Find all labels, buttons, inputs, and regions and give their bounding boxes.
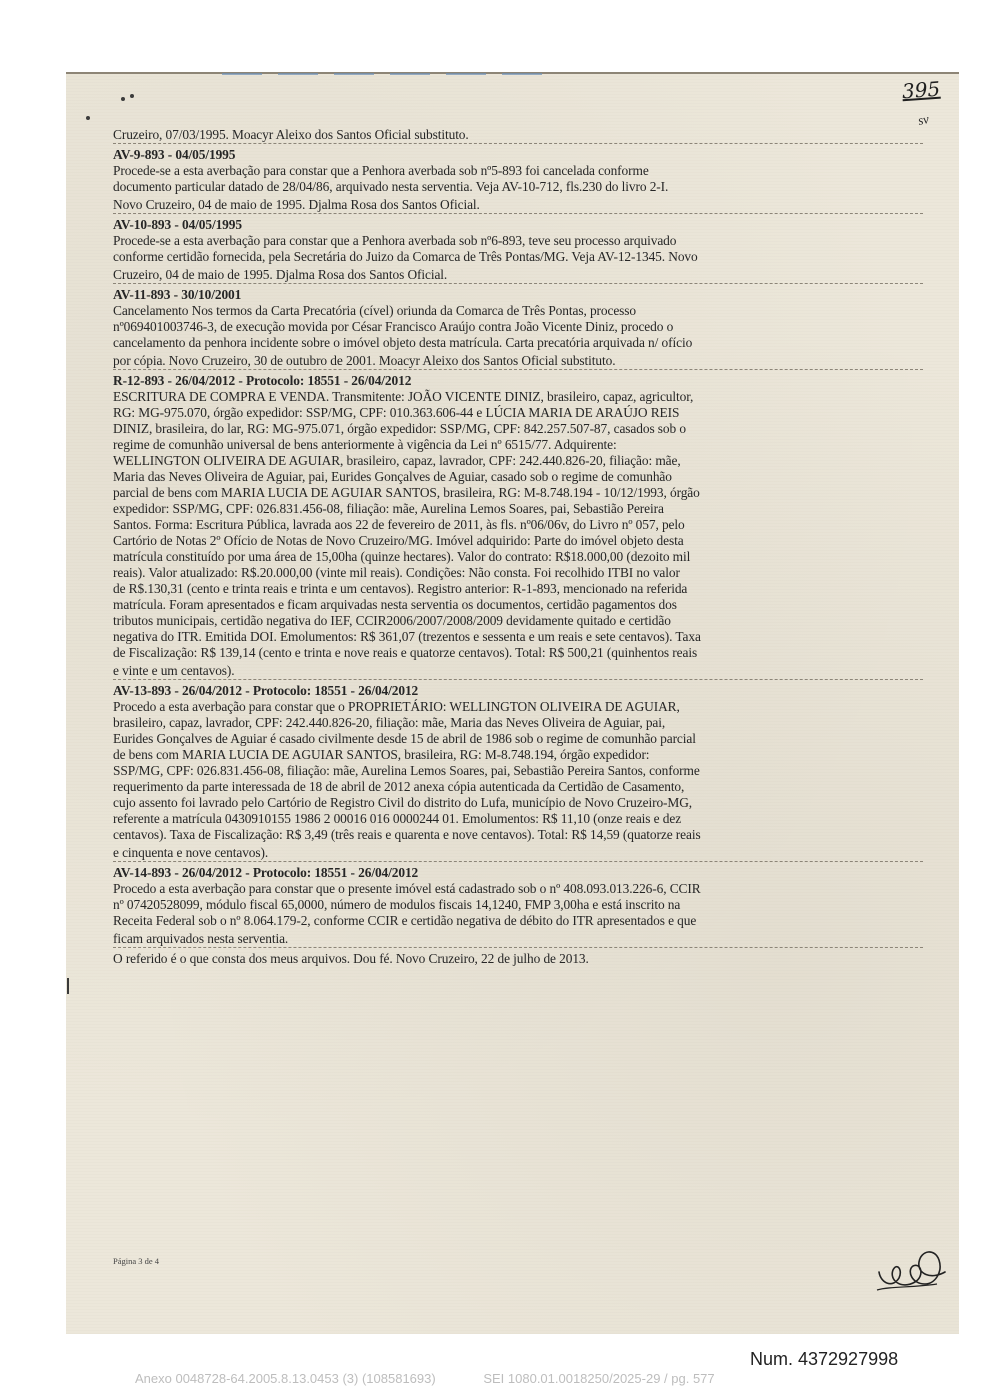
entry-heading: AV-10-893 - 04/05/1995 [113, 217, 242, 232]
text-line: Cruzeiro, 07/03/1995. Moacyr Aleixo dos Santos Oficial substituto. [113, 127, 923, 144]
text-line: reais). Valor atualizado: R$.20.000,00 (vinte mil reais). Condições: Não consta. Foi recolhido ITBI no valor [113, 565, 680, 580]
text-line: e cinquenta e nove centavos). [113, 845, 923, 862]
text-line: O referido é o que consta dos meus arquivos. Dou fé. Novo Cruzeiro, 22 de julho de 2013. [113, 951, 589, 966]
text-line: Procedo a esta averbação para constar que o PROPRIETÁRIO: WELLINGTON OLIVEIRA DE AGUIAR, [113, 699, 680, 714]
text-line: requerimento da parte interessada de 18 de abril de 2012 anexa cópia autenticada da Certidão de Casamento, [113, 779, 685, 794]
text-line: cujo assento foi lavrado pelo Cartório de Registro Civil do distrito do Lufa, município de Novo Cruzeiro-MG, [113, 795, 693, 810]
entry-heading: R-12-893 - 26/04/2012 - Protocolo: 18551 - 26/04/2012 [113, 373, 412, 388]
text-line: Cruzeiro, 04 de maio de 1995. Djalma Rosa dos Santos Oficial. [113, 267, 923, 284]
text-line: brasileiro, capaz, lavrador, CPF: 242.440.826-20, filiação: mãe, Maria das Neves Oliveira de Aguiar, pai, [113, 715, 666, 730]
ink-dot [130, 94, 134, 98]
text-line: ESCRITURA DE COMPRA E VENDA. Transmitente: JOÃO VICENTE DINIZ, brasileiro, capaz, agricultor, [113, 389, 694, 404]
ink-dot [86, 116, 90, 120]
document-number: Num. 4372927998 [750, 1349, 899, 1369]
text-line: Novo Cruzeiro, 04 de maio de 1995. Djalma Rosa dos Santos Oficial. [113, 197, 923, 214]
text-line: ficam arquivados nesta serventia. [113, 931, 923, 948]
text-line: Santos. Forma: Escritura Pública, lavrada aos 22 de fevereiro de 2011, às fls. nº06/06v, do Livro nº 057, pelo [113, 517, 685, 532]
text-line: matrícula constituído por uma área de 15,00ha (quinze hectares). Valor do contrato: R$18.000,00 (dezoito mil [113, 549, 691, 564]
scanned-page [66, 72, 959, 1334]
text-line: nº069401003746-3, de execução movida por César Francisco Araújo contra João Vicente Diniz, procedo o [113, 319, 674, 334]
text-line: nº 07420528099, módulo fiscal 65,0000, número de modulos fiscais 14,1240, FMP 3,00ha e está inscrito na [113, 897, 681, 912]
text-line: por cópia. Novo Cruzeiro, 30 de outubro de 2001. Moacyr Aleixo dos Santos Oficial substituto. [113, 353, 923, 370]
text-line: negativa do ITR. Emitida DOI. Emolumentos: R$ 361,07 (trezentos e sessenta e um reais e sete centavos). Taxa [113, 629, 701, 644]
top-ink-marks [222, 73, 552, 75]
entry-heading: AV-13-893 - 26/04/2012 - Protocolo: 18551 - 26/04/2012 [113, 683, 419, 698]
text-line: WELLINGTON OLIVEIRA DE AGUIAR, brasileiro, capaz, lavrador, CPF: 242.440.826-20, filiação: mãe, [113, 453, 681, 468]
text-line: Cancelamento Nos termos da Carta Precatória (cível) oriunda da Comarca de Três Pontas, processo [113, 303, 636, 318]
registry-text [113, 125, 923, 967]
entry-heading: AV-9-893 - 04/05/1995 [113, 147, 236, 162]
text-line: de Fiscalização: R$ 139,14 (cento e trinta e nove reais e quatorze centavos). Total: R$ 500,21 (quinhentos reais [113, 645, 698, 660]
annex-reference: Anexo 0048728-64.2005.8.13.0453 (3) (108581693) [135, 1371, 436, 1386]
text-line: regime de comunhão universal de bens anteriormente à vigência da Lei nº 6515/77. Adquirente: [113, 437, 617, 452]
entry-heading: AV-14-893 - 26/04/2012 - Protocolo: 18551 - 26/04/2012 [113, 865, 419, 880]
text-line: Eurides Gonçalves de Aguiar é casado civilmente desde 15 de abril de 1986 sob o regime de comunhão parcial [113, 731, 696, 746]
text-line: de bens com MARIA LUCIA DE AGUIAR SANTOS, brasileira, RG: M-8.748.194, órgão expedidor: [113, 747, 650, 762]
folio-number: 395 [901, 76, 941, 104]
footer-stamp [135, 1371, 715, 1386]
sei-reference: SEI 1080.01.0018250/2025-29 / pg. 577 [483, 1371, 715, 1386]
text-line: Procede-se a esta averbação para constar que a Penhora averbada sob nº5-893 foi cancelada conforme [113, 163, 649, 178]
signature-image [871, 1232, 951, 1302]
text-line: expedidor: SSP/MG, CPF: 026.831.456-08, filiação: mãe, Aurelina Lemos Soares, pai, Sebastião Pereira [113, 501, 664, 516]
folio-initials: sv [916, 111, 931, 128]
text-line: conforme certidão fornecida, pela Secretária do Juizo da Comarca de Três Pontas/MG. Veja AV-12-1345. Novo [113, 249, 698, 264]
text-line: matrícula. Foram apresentados e ficam arquivadas nesta serventia os documentos, certidão pagamentos dos [113, 597, 677, 612]
text-line: Procede-se a esta averbação para constar que a Penhora averbada sob nº6-893, teve seu processo arquivado [113, 233, 677, 248]
text-line: documento particular datado de 28/04/86, arquivado nesta serventia. Veja AV-10-712, fls.230 do livro 2-I. [113, 179, 669, 194]
margin-mark [67, 978, 69, 994]
text-line: Maria das Neves Oliveira de Aguiar, pai, Eurides Gonçalves de Aguiar, casado sob o regime de comunhão [113, 469, 672, 484]
text-line: referente a matrícula 0430910155 1986 2 00016 016 0000244 01. Emolumentos: R$ 11,10 (onze reais e dez [113, 811, 682, 826]
ink-dot [121, 97, 125, 101]
text-line: RG: MG-975.070, órgão expedidor: SSP/MG, CPF: 010.363.606-44 e LÚCIA MARIA DE ARAÚJO REIS [113, 405, 680, 420]
entry-heading: AV-11-893 - 30/10/2001 [113, 287, 242, 302]
text-line: DINIZ, brasileira, do lar, RG: MG-975.071, órgão expedidor: SSP/MG, CPF: 842.257.507-87, casados sob o [113, 421, 686, 436]
text-line: tributos municipais, certidão negativa do IEF, CCIR2006/2007/2008/2009 devidamente quitado e certidão [113, 613, 671, 628]
page-number: Página 3 de 4 [113, 1256, 160, 1266]
text-line: cancelamento da penhora incidente sobre o imóvel objeto desta matrícula. Carta precatória arquivada n/ ofício [113, 335, 693, 350]
text-line: Cartório de Notas 2º Ofício de Notas de Novo Cruzeiro/MG. Imóvel adquirido: Parte do imóvel objeto desta [113, 533, 684, 548]
text-line: de R$.130,31 (cento e trinta reais e trinta e um centavos). Registro anterior: R-1-893, mencionado na referida [113, 581, 688, 596]
text-line: Procedo a esta averbação para constar que o presente imóvel está cadastrado sob o nº 408.093.013.226-6, CCIR [113, 881, 701, 896]
text-line: SSP/MG, CPF: 026.831.456-08, filiação: mãe, Aurelina Lemos Soares, pai, Sebastião Pereira Santos, conforme [113, 763, 700, 778]
text-line: e vinte e um centavos). [113, 663, 923, 680]
text-line: centavos). Taxa de Fiscalização: R$ 3,49 (três reais e quarenta e nove centavos). Total: R$ 14,59 (quatorze reais [113, 827, 701, 842]
text-line: parcial de bens com MARIA LUCIA DE AGUIAR SANTOS, brasileira, RG: M-8.748.194 - 10/12/1993, órgão [113, 485, 700, 500]
text-line: Receita Federal sob o nº 8.064.179-2, conforme CCIR e certidão negativa de débito do ITR apresentados e que [113, 913, 697, 928]
